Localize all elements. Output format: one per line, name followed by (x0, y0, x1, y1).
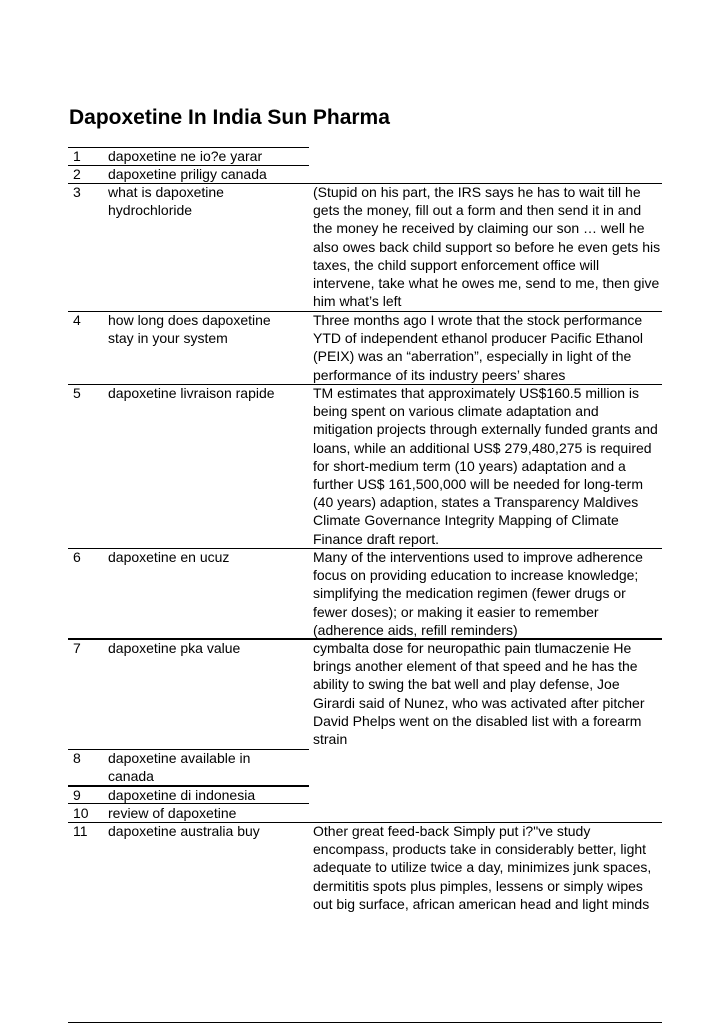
row-divider (68, 785, 309, 787)
row-description: (Stupid on his part, the IRS says he has to wait till he gets the money, fill out a form and then send it in and the money he received by claiming our son … well he also owes back child support so before he even gets his taxes, the child support enforcement office will intervene, take what he owes me, send to me, then give him what’s left (313, 184, 661, 310)
row-description: Other great feed-back Simply put i?"ve study encompass, products take in considerably better, light adequate to utilize twice a day, minimizes junk spaces, dermititis spots plus pimples, lessens or simply wipes out big surface, african american head and light minds (313, 823, 652, 912)
row-description: TM estimates that approximately US$160.5 million is being spent on various climate adaptation and mitigation projects through externally funded grants and loans, while an additional US$ 279,480,275 is required for short-medium term (10 years) adaptation and a further US$ 161,500,000 will be needed for long-term (40 years) adaption, states a Transparency Maldives Climate Governance Integrity Mapping of Climate Finance draft report. (313, 385, 658, 547)
row-description: Many of the interventions used to improve adherence focus on providing education to increase knowledge; simplifying the medication regimen (fewer drugs or fewer doses); or making it easier to remember (adherence aids, refill reminders) (313, 549, 643, 638)
row-divider (68, 165, 309, 166)
row-number: 11 (73, 823, 88, 839)
row-keyword: dapoxetine en ucuz (108, 549, 230, 565)
row-number: 7 (73, 640, 81, 656)
row-keyword: dapoxetine livraison rapide (108, 385, 275, 401)
row-number: 4 (73, 312, 81, 328)
row-keyword: what is dapoxetine hydrochloride (108, 184, 224, 219)
row-keyword: dapoxetine available in canada (108, 750, 251, 785)
row-keyword: dapoxetine pka value (108, 640, 241, 656)
row-keyword: how long does dapoxetine stay in your system (108, 312, 271, 347)
row-divider (68, 749, 309, 750)
row-number: 6 (73, 549, 81, 565)
row-number: 3 (73, 184, 81, 200)
row-description: cymbalta dose for neuropathic pain tlumaczenie He brings another element of that speed and he has the ability to swing the bat well and play defense, Joe Girardi said of Nunez, who was activated after pitcher David Phelps went on the disabled list with a forearm strain (313, 640, 645, 748)
row-divider (68, 548, 662, 549)
page-footer-rule (68, 1022, 662, 1023)
row-number: 8 (73, 750, 81, 766)
row-divider (68, 803, 309, 804)
row-keyword: dapoxetine di indonesia (108, 787, 256, 803)
row-divider (68, 638, 662, 640)
row-number: 1 (73, 148, 81, 164)
row-keyword: dapoxetine ne io?e yarar (108, 148, 263, 164)
row-divider (68, 147, 309, 148)
row-number: 2 (73, 166, 81, 182)
row-divider (68, 384, 662, 385)
row-divider (68, 311, 662, 312)
row-keyword: dapoxetine priligy canada (108, 166, 267, 182)
document-title: Dapoxetine In India Sun Pharma (69, 106, 390, 129)
row-keyword: review of dapoxetine (108, 805, 237, 821)
row-divider (68, 183, 662, 184)
row-description: Three months ago I wrote that the stock performance YTD of independent ethanol producer Pacific Ethanol (PEIX) was an “aberration”, especially in light of the performance of its industry peers’ shares (313, 312, 643, 383)
row-number: 9 (73, 787, 81, 803)
row-divider (68, 822, 662, 823)
row-keyword: dapoxetine australia buy (108, 823, 260, 839)
row-number: 5 (73, 385, 81, 401)
row-number: 10 (73, 805, 89, 821)
